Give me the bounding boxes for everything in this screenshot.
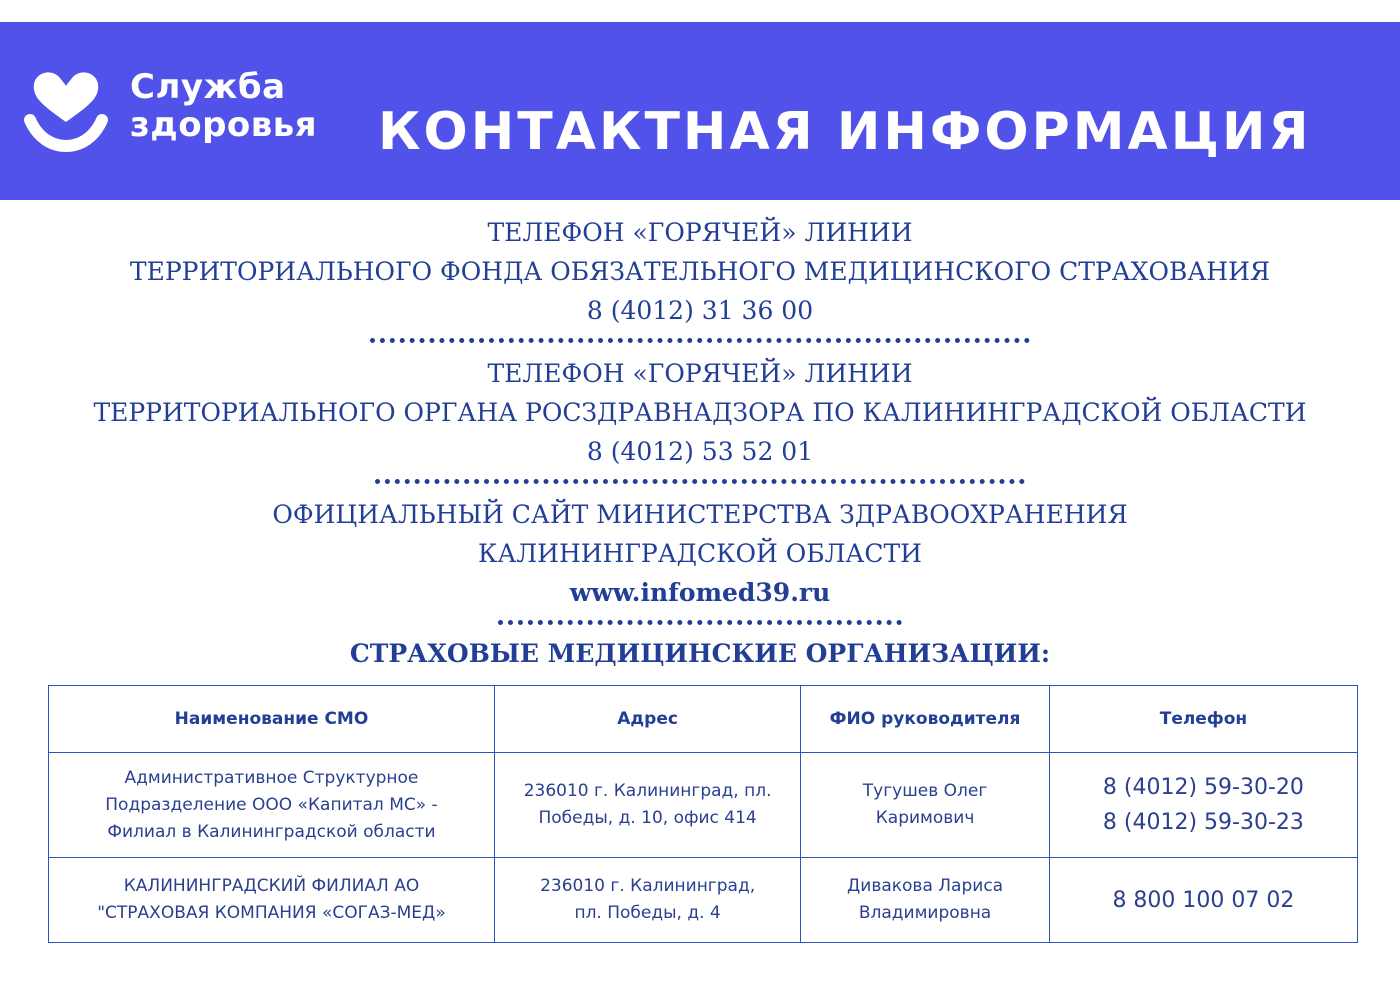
smo-phone-cell	[1049, 753, 1357, 858]
smo-address-line: 236010 г. Калининград,	[540, 876, 756, 896]
logo-line2: здоровья	[130, 105, 318, 145]
smo-name-line: Подразделение ООО «Капитал МС» -	[105, 794, 438, 815]
smo-name-line: Филиал в Калининградской области	[107, 821, 436, 842]
ministry-site-label: ОФИЦИАЛЬНЫЙ САЙТ МИНИСТЕРСТВА ЗДРАВООХРАНЕНИЯ	[272, 500, 1128, 529]
page-title: КОНТАКТНАЯ ИНФОРМАЦИЯ	[378, 102, 1312, 162]
tfoms-org-name: ТЕРРИТОРИАЛЬНОГО ФОНДА ОБЯЗАТЕЛЬНОГО МЕДИЦИНСКОГО СТРАХОВАНИЯ	[129, 257, 1271, 286]
smo-name-line: "СТРАХОВАЯ КОМПАНИЯ «СОГАЗ-МЕД»	[97, 903, 446, 923]
ministry-site-link[interactable]: www.infomed39.ru	[569, 578, 831, 607]
smo-phone-cell	[1049, 858, 1357, 943]
col-header-name: Наименование СМО	[49, 686, 495, 753]
smo-section-title: СТРАХОВЫЕ МЕДИЦИНСКИЕ ОРГАНИЗАЦИИ:	[349, 639, 1051, 668]
header-banner	[0, 22, 1400, 200]
smo-head-line: Владимировна	[858, 903, 992, 923]
dotted-divider	[498, 620, 902, 625]
col-header-address: Адрес	[494, 686, 800, 753]
ministry-region: КАЛИНИНГРАДСКОЙ ОБЛАСТИ	[478, 539, 922, 568]
logo-text	[130, 68, 317, 144]
smo-table	[48, 685, 1358, 943]
smo-name-cell	[49, 753, 495, 858]
smo-address-cell	[494, 858, 800, 943]
smo-name-line: Административное Структурное	[124, 767, 419, 788]
dotted-divider	[370, 338, 1030, 343]
smo-phone: 8 (4012) 59-30-23	[1102, 810, 1304, 835]
logo-line1: Служба	[130, 67, 286, 107]
heart-smile-icon	[24, 70, 108, 154]
smo-head-cell	[801, 753, 1050, 858]
smo-address-line: Победы, д. 10, офис 414	[538, 808, 757, 828]
col-header-phone: Телефон	[1049, 686, 1357, 753]
table-row	[49, 753, 1358, 858]
roszdrav-hotline-label: ТЕЛЕФОН «ГОРЯЧЕЙ» ЛИНИИ	[487, 359, 913, 388]
smo-head-cell	[801, 858, 1050, 943]
tfoms-hotline-label: ТЕЛЕФОН «ГОРЯЧЕЙ» ЛИНИИ	[487, 218, 913, 247]
smo-name-line: КАЛИНИНГРАДСКИЙ ФИЛИАЛ АО	[123, 876, 420, 896]
smo-name-cell	[49, 858, 495, 943]
col-header-head: ФИО руководителя	[801, 686, 1050, 753]
table-header-row	[49, 686, 1358, 753]
smo-phone: 8 (4012) 59-30-20	[1102, 775, 1304, 800]
smo-head-line: Дивакова Лариса	[847, 876, 1004, 896]
tfoms-phone: 8 (4012) 31 36 00	[586, 296, 814, 325]
table-row	[49, 858, 1358, 943]
contact-info	[0, 213, 1400, 625]
smo-address-line: пл. Победы, д. 4	[574, 903, 721, 923]
smo-phone: 8 800 100 07 02	[1112, 887, 1295, 913]
smo-head-line: Тугушев Олег	[862, 781, 988, 801]
smo-head-line: Каримович	[875, 808, 975, 828]
dotted-divider	[375, 479, 1025, 484]
smo-address-cell	[494, 753, 800, 858]
roszdrav-org-name: ТЕРРИТОРИАЛЬНОГО ОРГАНА РОСЗДРАВНАДЗОРА ПО КАЛИНИНГРАДСКОЙ ОБЛАСТИ	[93, 398, 1307, 427]
roszdrav-phone: 8 (4012) 53 52 01	[586, 437, 814, 466]
smo-address-line: 236010 г. Калининград, пл.	[523, 781, 772, 801]
